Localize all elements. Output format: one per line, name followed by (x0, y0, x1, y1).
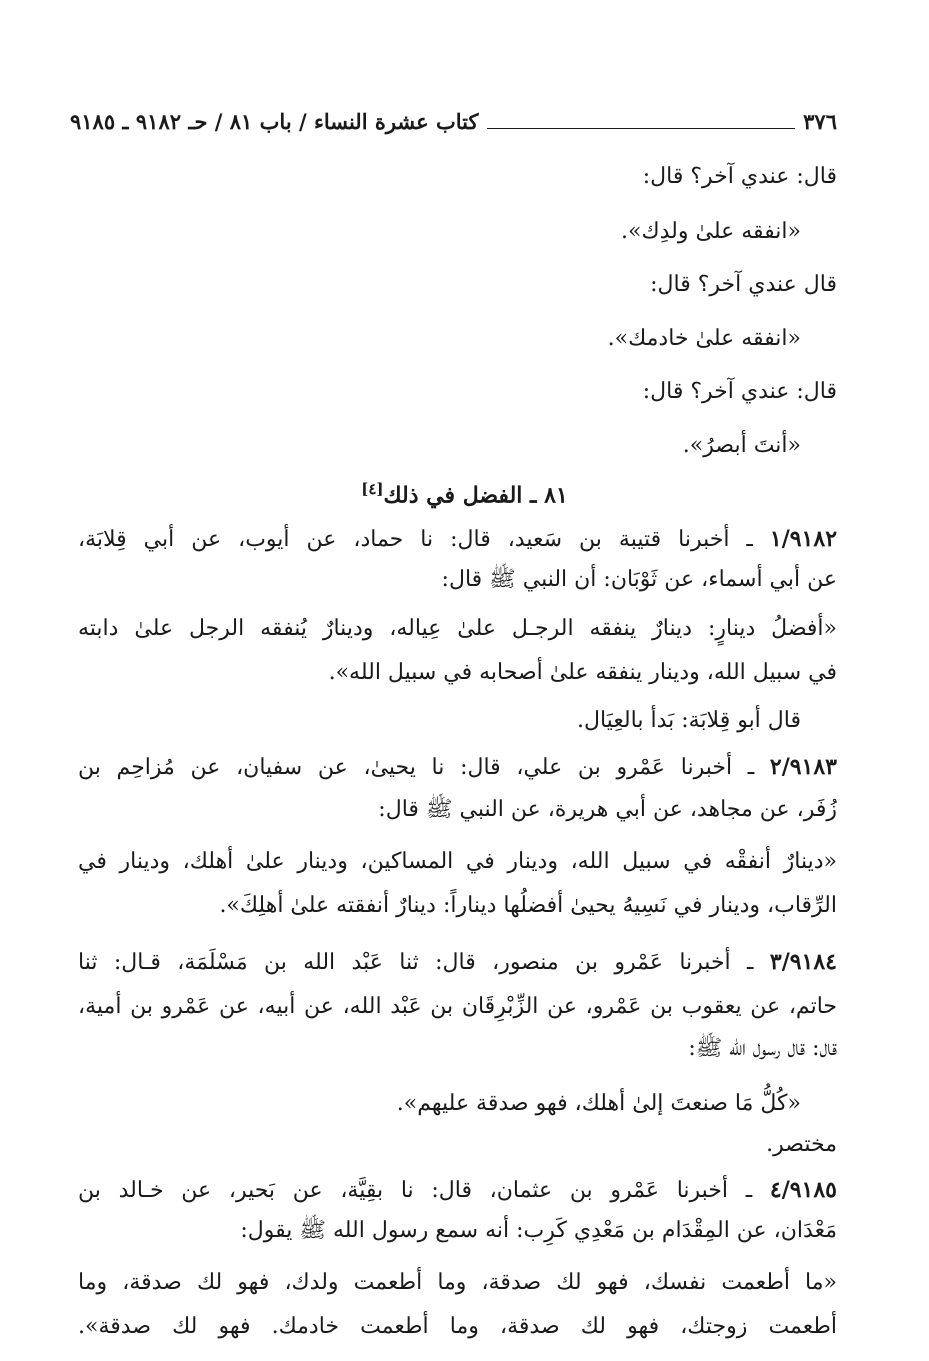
text-line: قال: عندي آخر؟ قال: (642, 379, 837, 404)
chapter-title: ٨١ ـ الفضل في ذلك (383, 482, 568, 509)
running-header (70, 104, 837, 138)
header-title: كتاب عشرة النساء / باب ٨١ / حـ ٩١٨٢ ـ ٩١٨٥ (70, 108, 479, 134)
hadith-9185-line-2: مَعْدَان، عن المِقْدَام بن مَعْدِي كَرِب: أنه سمع رسول الله ﷺ يقول: (240, 1218, 837, 1243)
hadith-9183-line-2: زُفَر، عن مجاهد، عن أبي هريرة، عن النبي ﷺ قال: (378, 797, 837, 822)
hadith-9184-line-5: مختصر. (766, 1132, 837, 1157)
text-line: قال عندي آخر؟ قال: (650, 272, 837, 297)
hadith-number: ١/٩١٨٢ (769, 526, 838, 552)
hadith-9184-line-1: ٣/٩١٨٤ ـ أخبرنا عَمْرو بن منصور، قال: ثنا عَبْد الله بن مَسْلَمَة، قـال: ثنا (78, 949, 837, 975)
hadith-9184-line-2: حاتم، عن يعقوب بن عَمْرو، عن الزِّبْرِقَان بن عَبْد الله، عن أبيه، عن عَمْرو بن أمية، (78, 994, 837, 1019)
quote-line: «أنتَ أبصرُ». (682, 433, 801, 458)
hadith-9182-line-2: عن أبي أسماء، عن ثَوْبَان: أن النبي ﷺ قال: (441, 567, 837, 592)
hadith-9183-line-1: ٢/٩١٨٣ ـ أخبرنا عَمْرو بن علي، قال: نا يحيىٰ، عن سفيان، عن مُزاحِم بن (78, 754, 837, 780)
hadith-9183-line-3: «دينارٌ أنفقْه في سبيل الله، ودينار في المساكين، ودينار علىٰ أهلك، ودينار في (78, 849, 837, 874)
hadith-number: ٣/٩١٨٤ (769, 949, 837, 975)
quote-line: «انفقه علىٰ ولدِك». (621, 219, 801, 244)
hadith-9185-line-1: ٤/٩١٨٥ ـ أخبرنا عَمْرو بن عثمان، قال: نا بقِيَّة، عن بَحير، عن خـالد بن (78, 1177, 837, 1203)
hadith-9182-line-4: في سبيل الله، ودينار ينفقه علىٰ أصحابه في سبيل الله». (328, 660, 837, 685)
chapter-heading (0, 480, 929, 509)
text-line: قال: عندي آخر؟ قال: (642, 164, 837, 189)
hadith-9183-line-4: الرِّقاب، ودينار في نَسِيهُ يحيىٰ أفضلُها ديناراً: دينارٌ أنفقته علىٰ أهلِكَ». (219, 893, 837, 918)
chapter-footnote-ref: [٤] (361, 480, 384, 498)
hadith-9182-line-5: قال أبو قِلابَة: بَدأ بالعِيَال. (577, 708, 801, 733)
header-rule (487, 114, 796, 129)
hadith-9184-line-4: «كُلُّ مَا صنعتَ إلىٰ أهلك، فهو صدقة عليهم». (396, 1091, 801, 1116)
hadith-9182-line-1: ١/٩١٨٢ ـ أخبرنا قتيبة بن سَعيد، قال: نا حماد، عن أيوب، عن أبي قِلابَة، (78, 526, 838, 552)
hadith-number: ٤/٩١٨٥ (769, 1177, 837, 1203)
hadith-9182-line-3: «أفضلُ دينارٍ: دينارٌ ينفقه الرجـل علىٰ عِياله، ودينارٌ يُنفقه الرجل علىٰ دابته (78, 616, 837, 641)
page-number: ٣٧٦ (803, 108, 837, 134)
hadith-9185-line-3: «ما أطعمت نفسك، فهو لك صدقة، وما أطعمت ولدك، فهو لك صدقة، وما (78, 1270, 837, 1295)
hadith-number: ٢/٩١٨٣ (769, 754, 837, 780)
quote-line: «انفقه علىٰ خادمك». (607, 326, 801, 351)
hadith-9185-line-4: أطعمت زوجتك، فهو لك صدقة، وما أطعمت خادمك. فهو لك صدقة». (78, 1314, 837, 1339)
hadith-9184-line-3: قال: قال رسول الله ﷺ: (688, 1036, 837, 1061)
